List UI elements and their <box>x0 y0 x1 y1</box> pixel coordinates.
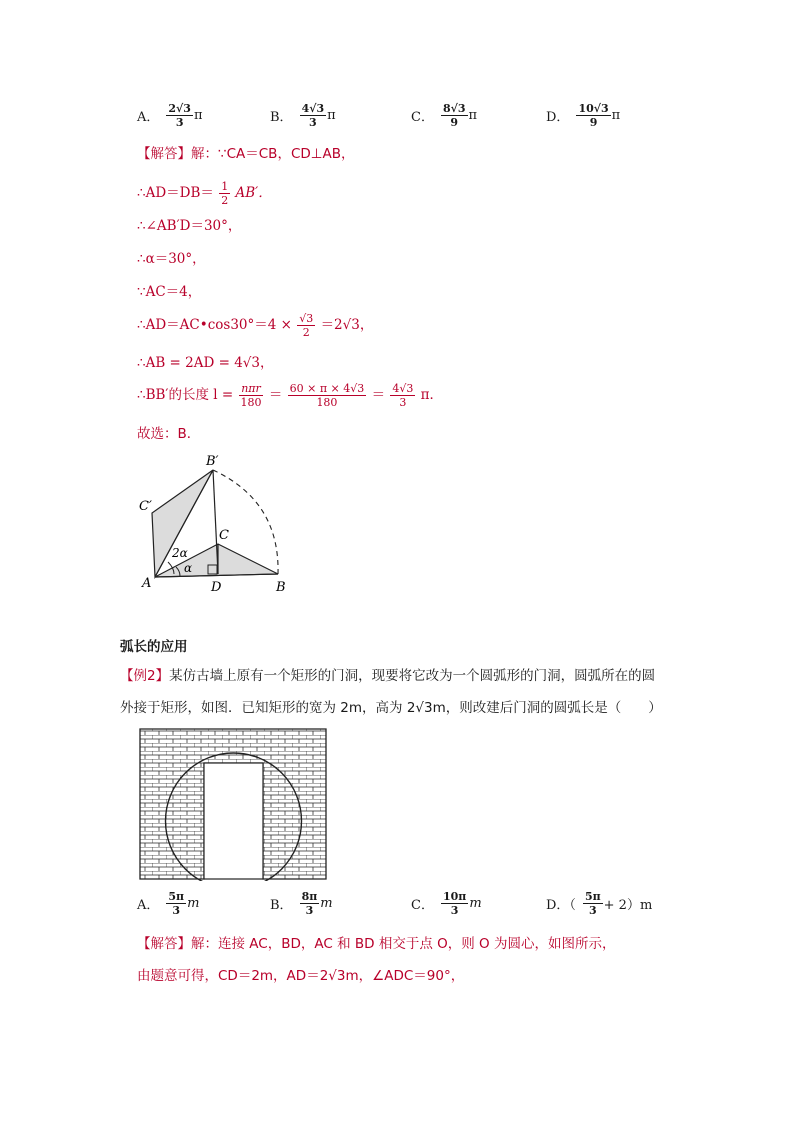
q1-step-5: ∴AD＝AC•cos30°＝4 × $\frac{√3}{2}$ ＝2√3， <box>137 312 374 339</box>
q2-text-line-2: 外接于矩形，如图．已知矩形的宽为 2m，高为 2√3m，则改建后门洞的圆弧长是（ ） <box>120 700 662 716</box>
label-a: A <box>142 576 152 591</box>
label-d: D <box>211 580 222 595</box>
q1-option-a: A． $\frac{2√3}{3}$ π <box>137 102 203 129</box>
q1-step-6: ∴AB = 2AD = 4√3， <box>137 355 274 371</box>
q1-option-b: B． $\frac{4√3}{3}$ π <box>270 102 336 129</box>
option-d-numerator: 10√3 <box>578 102 609 115</box>
q1-answer-intro: 【解答】解：∵CA＝CB，CD⊥AB， <box>137 146 355 162</box>
q2-option-c: C． $\frac{10\pi}{3}$ m <box>411 890 482 917</box>
option-c-denominator: 9 <box>450 116 459 129</box>
q2-answer-line-1: 【解答】解：连接 AC，BD，AC 和 BD 相交于点 O，则 O 为圆心，如图所示， <box>137 936 616 952</box>
label-2alpha: 2α <box>172 546 188 560</box>
q2-option-a: A． $\frac{5\pi}{3}$ m <box>137 890 200 917</box>
section-title: 弧长的应用 <box>120 639 188 655</box>
q2-text-line-1: 【例2】某仿古墙上原有一个矩形的门洞，现要将它改为一个圆弧形的门洞，圆弧所在的圆 <box>120 668 656 684</box>
q1-step-4: ∵AC＝4， <box>137 284 202 300</box>
option-b-numerator: 4√3 <box>301 102 325 115</box>
label-alpha: α <box>184 561 193 575</box>
q1-choice: 故选：B． <box>137 426 201 442</box>
q1-step-3: ∴α＝30°， <box>137 251 206 267</box>
q1-option-c: C． $\frac{8√3}{9}$ π <box>411 102 478 129</box>
q1-step-7: ∴BB′的长度 l = $\frac{\text{nπr}}{180}$ ＝ $\frac{60 \times \pi \times 4√3}{180}$ ＝ $\frac{4√3}{3}$ π． <box>137 382 444 409</box>
q2-option-d: D．（ $\frac{5\pi}{3}$ + 2）m <box>546 890 653 917</box>
label-b: B <box>276 580 286 595</box>
q2-tag: 【例2】 <box>120 668 170 684</box>
rectangular-doorway <box>204 763 263 879</box>
option-a-numerator: 2√3 <box>168 102 191 115</box>
option-b-denominator: 3 <box>309 116 317 129</box>
q2-answer-line-2: 由题意可得，CD＝2m，AD＝2√3m，∠ADC＝90°， <box>137 968 465 984</box>
label-c: C <box>219 528 229 543</box>
option-a-denominator: 3 <box>175 116 184 129</box>
option-d-denominator: 9 <box>589 116 598 129</box>
q2-option-b: B． $\frac{8\pi}{3}$ m <box>270 890 333 917</box>
q2-brick-wall-figure <box>138 727 328 881</box>
q1-step-2: ∴∠AB′D＝30°， <box>137 218 242 234</box>
option-c-numerator: 8√3 <box>442 102 466 115</box>
label-c-prime: C′ <box>139 499 152 514</box>
q1-geometry-figure <box>130 446 300 596</box>
q1-step-1: ∴AD＝DB＝ $\frac{1}{2}$ AB′． <box>137 180 272 207</box>
label-b-prime: B′ <box>206 454 219 469</box>
q1-option-d: D． $\frac{10√3}{9}$ π <box>546 102 621 129</box>
